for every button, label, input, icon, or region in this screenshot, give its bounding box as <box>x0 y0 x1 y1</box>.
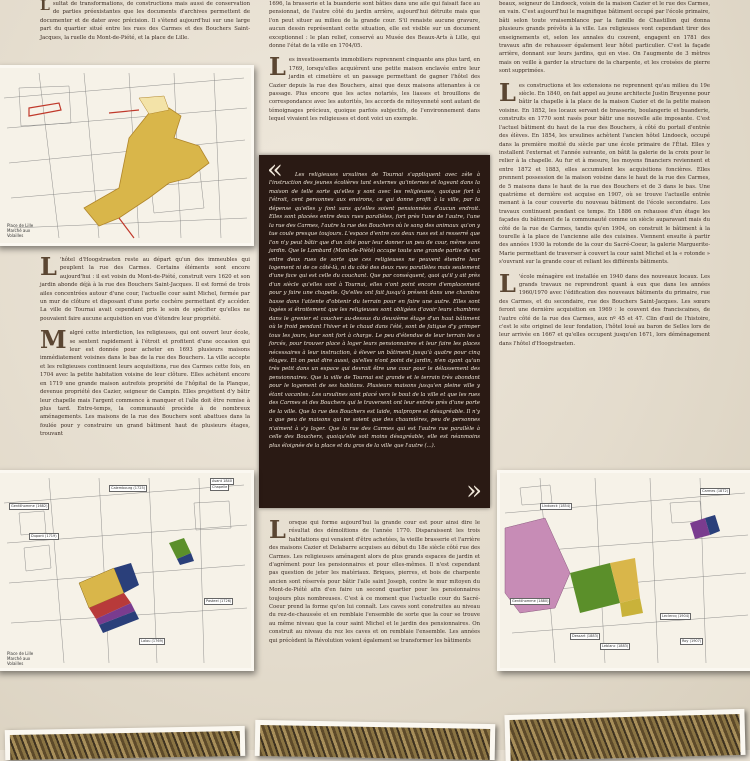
column1-top-text <box>40 0 250 48</box>
map-caption: Place de Lille Marché aux Volailles <box>7 651 34 666</box>
quote-text: Les religieuses ursulines de Tournai s'appliquent avec zèle à l'instruction des jeunes écolières tant externes qu'internes et logeant dans la maison de telle sorte qu'elles y sont avec les religieuses, quoique fort à l'étroit, cent personnes aux environs, ce qui donne profit à la ville, par la dépense qu'elles y font sans qu'elles soient pensionnées d'aucun endroit. Elles sont placées entre deux rues parallèles, fort près l'une de l'autre, l'une la rue des Carmes, l'autre la rue des Bouchers où le sang des animaux qu'on y tue coule presque toujours. L'espace d'entre ces deux rues est si resserré que l'on n'y peut bâtir que d'un côté pour leur donner un peu de cour, même sans jardin. Que le Lombard (Mont-de-Piété) occupe toute une grande partie de cet entre deux rues de sorte que ces religieuses ne peuvent étendre leur logement ni de ce côté-là, ni du côté des deux rues parallèles mais seulement d'une face qui est celle du couchant. Que par conséquent, quoi qu'il y ait près d'un siècle qu'elles sont à Tournai, elles n'ont point encore d'emplacement pour y faire une chapelle. Qu'elles ont fait jusqu'à présent dans une chambre basse dans l'attente d'obtenir du terrain pour en faire une autre. Elles sont logées si étroitement que les religieuses sont obligées d'avoir leurs chambres dans le grenier et coucher au-dessus du deuxième étage d'un haut bâtiment où le froid pendant l'hiver et le chaud dans l'été, sont de fatigue d'y grimper tous les jours, leur sont fort à charge. Le peu d'étendue de leur terrain les a forcés, pour trouver place à loger leurs pensionnaires et leur faire les places nécessaires à leur instruction, à élever un bâtiment jusqu'à quatre pour cinq étages. Et on peut dire aussi, qu'elles n'ont point de jardin, n'en ayant qu'un très petit dans un espace qui devrait être une cour pour le délassement des pensionnaires. Que la ville de Tournai est grande et le terrain très abondant pour le logement de ses habitans. Plusieurs maisons jusqu'en pleine ville y étant vacantes. Les ursulines sont placé vers le bout de la ville et que les rues des Carmes et des Bouchers qui le traversent ont leur entrée près d'une porte de la ville. Que la rue des Bouchers est laide, malpropre et désagréable. Il n'y a que peu de maisons qui ne soient que des chaumières, peu de personnes n'aiment à s'y loger. Que la rue des Carmes qui est l'autre rue parallèle à celle des Bouchers, quoiqu'elle soit moins désagréable, elle est néanmoins plus éloignée de la place et du gros de la ville que l'autre (...). <box>269 172 480 449</box>
paragraph: es investissements immobiliers reprennent cinquante ans plus tard, en 1769, lorsqu'elles acquièrent une petite maison enclavée entre leur jardin et cimetière et un passage permettant de gagner l'hôtel des Cazier depuis la rue des Bouchers, ainsi que deux maisons attenantes à ce passage. Plus encore que les actes notariés, les liasses et brouillons de correspondance avec les autorités, les accords de mitoyenneté sont autant de témoignages précieux, quoique parfois subjectifs, de l'environnement dans lequel vivaient les religieuses et dont voici un exemple. <box>269 57 480 123</box>
map-label: Lalou (1769) <box>141 639 164 643</box>
paragraph: es constructions et les extensions ne reprennent qu'au milieu du 19e siècle. En 1840, on fait appel au jeune architecte Justin Bruyenne pour bâtir la chapelle à la place de la maison Cazier et de la petite maison voisine. En 1852, les locaux servant de brasserie, boulangerie et buanderie, construits en 1770 sont rasés pour bâtir une nouvelle aile imposante. C'est l'actuel bâtiment du haut de la rue des Bouchers, à côté du portail d'entrée des élèves. En 1854, les ursulines achètent l'ancien hôtel Lindoeck, occupé dans la première moitié du siècle par une école primaire de l'État. Elles y installent l'externat et l'année suivante, on bâtit la galerie de la croix pour le relier à la chapelle. Au fur et à mesure, les moyens financiers reviennent et entre 1872 et 1883, elles accumulent les acquisitions foncières. Elles prennent possession de la maison voisine dans le haut de la rue des Carmes, de 5 maisons dans le haut de la rue des Bouchers et de 3 dans le bas. Une quatrième et dernière est acquise en 1907, où se trouve l'actuelle entrée menant à la cour couverte du nouveau bâtiment de l'école secondaire. Les travaux continuent pendant ce temps. En 1886 on rehausse d'un étage les façades du bâtiment de la communauté comme un siècle auparavant mais du côté de la rue de Carmes, tandis qu'en 1904, on construit le bâtiment à la tourelle à la place de l'ancienne aile des cuisines. Viennent ensuite à partir des années 1930 la rotonde de la cour du Sacré-Coeur, la galerie Marguerite-Marie permettant de traverser à couvert la cour saint Michel et la « rotonde » s'ouvrant sur la grande cour et reliant les différents bâtiments. <box>499 82 710 266</box>
open-quote-mark: « <box>267 155 283 185</box>
drop-cap: M <box>40 325 67 355</box>
map-label: Pasteel (1726) <box>206 599 232 603</box>
map-3 <box>497 470 750 671</box>
close-quote-mark: » <box>466 476 482 506</box>
map-2 <box>0 470 254 671</box>
map-caption: Place de Lille Marché aux Volailles <box>7 223 34 238</box>
drop-cap: L <box>269 52 286 82</box>
column3-text <box>499 0 710 354</box>
map-label: Roy (1907) <box>682 639 702 643</box>
map-label: Lindoeck (1854) <box>542 504 571 508</box>
photo-2 <box>255 720 496 760</box>
paragraph: orsque qui forme aujourd'hui la grande cour est pour ainsi dire le résultat des démolitions de l'année 1770. Disparaissent les trois habitations qui venaient d'être achetées, la vieille brasserie et l'arrière des maisons Cazier et Delabarre acquises au début du 18e siècle côté rue des Carmes. Les religieuses aménagent alors de plus grands espaces de jardin et d'agrément pour les pensionnaires et pour elles-mêmes. Il n'est cependant pas question de jeter les matériaux. Briques, pierres, et bois de charpente ancien sont réservés pour bâtir l'aile saint Joseph, contre le mur mitoyen du Mont-de-Piété afin d'en faire un second quartier pour les pensionnaires toujours plus nombreuses. C'est à ce moment que l'actuelle cour du Sacré-Coeur prend la forme qu'on lui connaît. Les caves sont construites au niveau du rez-de-chaussée et en remblaie l'ensemble de sorte que la cour se trouve au même niveau que la cour saint Michel et le jardin des pensionnaires. On construit au niveau du rez les caves et on remblaie l'ensemble. Les années qui précèdent la Révolution voient également se transformer les bâtiments <box>269 520 480 644</box>
photo-image <box>260 725 491 760</box>
map-1-drawing <box>0 68 251 243</box>
photo-image <box>10 731 240 760</box>
paragraph: algré cette interdiction, les religieuses, qui ont ouvert leur école, se sentent rapidement à l'étroit et profitent d'une occasion qui leur est donnée pour acheter en 1693 plusieurs maisons immédiatement voisines dans le bas de la rue des Bouchers. La ville accepte et les religieuses continuent leurs acquisitions, rue des Carmes cette fois, en 1704 avec la petite habitation voisine de leur clôture. Elles achètent encore en 1719 une grande maison autrefois propriété de l'hôpital de la Planque, devenue propriété des Cazier, seigneur de Campin. Elles projettent d'y bâtir leur chapelle mais l'argent commence à manquer et l'aîle doit être remise à plus tard. Entre-temps, la communauté procède à de nombreux aménagements. Les maisons de la rue des Bouchers sont abattues dans la foulée pour y construire un grand bâtiment haut de plusieurs étages, trouvant <box>40 330 250 438</box>
paragraph: beaux, seigneur de Lindoeck, voisin de la maison Cazier et le rue des Carmes, en vain. C'est aujourd'hui le magnifique bâtiment occupé par l'école primaire, bâti selon toute vraisemblance par la famille de Chastillon qui donna plusieurs grands prévôts à la ville. Les religieuses vont cependant tirer des enseignements et, selon les annales du couvent, engagent en 1781 des travaux afin de rehausser également leur hôtel particulier. C'est la façade arrière, donnant sur leurs jardins, qui en vise. On l'augmente de 3 mètres mais on veille à garder la structure de la charpente, et les croisées de pierre sont supprimées. <box>499 1 710 75</box>
map-label: Calembourg (1725) <box>111 486 146 490</box>
photo-1 <box>5 726 245 760</box>
map-label: Gentilhomme (1880) <box>512 599 549 603</box>
column2-bottom-text <box>269 515 480 651</box>
paragraph: 'hôtel d'Hoogstraeten reste au départ qu'un des immeubles qui peuplent la rue des Carmes. Certains éléments sont encore aujourd'hui : il est voisin du Mont-de-Piété, construit vers 1620 et son jardin abonde déjà à la rue des Bouchers Saint-Jacques. Il est formé de trois ailes concentrées autour d'une cour, l'actuelle cour saint Michel, fermée par un mur de clôture et disposant d'une porte cochère permettant d'y accéder. La ville de Tournai avait cependant pris le soin de spécifier qu'elles ne pouvaient faire aucune acquisition en vue d'étendre leur propriété. <box>40 257 250 322</box>
map-label: Dupont (1719) <box>31 534 57 538</box>
photo-image <box>510 714 741 761</box>
column1-mid-text <box>40 252 250 445</box>
map-label: Carmes (1872) <box>702 489 729 493</box>
map-label: Dessart (1883) <box>572 634 599 638</box>
paragraph: 'école ménagère est installée en 1940 dans des nouveaux locaux. Les grands travaux ne reprendront quant à eux que dans les années 1960/1970 avec l'édification des nouveaux bâtiments du primaire, rue des Carmes, et du secondaire, rue des Bouchers Saint-Jacques. Les sœurs feront une dernière acquisition en 1969 : le couvent des franciscaines, de l'autre côté de la rue des Carmes, aux nº 45 et 47. Clin d'œil de l'histoire, c'est le site originel de leur fondation, l'hôtel loué au baron de Selles lors de leur arrivée en 1667 et qu'elles occupent jusqu'en 1671, lors déménagement dans l'hôtel d'Hoogstraeten. <box>499 273 710 347</box>
drop-cap: L <box>269 515 286 544</box>
quote-box <box>259 155 490 508</box>
drop-cap: L <box>40 252 57 281</box>
paragraph: sultat de transformations, de constructions mais aussi de conservation de parties préexistantes que les documents d'archives permettent de documenter et de dater avec précision. Il s'étend aujourd'hui sur une large part du quartier situé entre les rues des Carmes et des Bouchers Saint-Jacques, la ruelle du Mont-de-Piété, et la place de Lille. <box>40 1 250 41</box>
drop-cap: L <box>499 268 516 298</box>
photo-3 <box>504 709 745 761</box>
map-3-drawing <box>500 473 750 668</box>
map-label: Leclercq (1904) <box>662 614 690 618</box>
map-label: Gentilhomme (1682) <box>11 504 48 508</box>
map-label: Leblanc (1883) <box>602 644 629 648</box>
drop-cap: L <box>499 77 516 107</box>
column2-top-text <box>269 0 480 130</box>
map-1 <box>0 65 254 246</box>
map-label: Avant 1840 <box>212 479 233 483</box>
drop-cap: L <box>40 0 50 14</box>
paragraph: 1696, la brasserie et la buanderie sont bâties dans une aile qui faisait face au pensionnat, de l'autre côté du jardin arrière, aujourd'hui détruite mais que l'on peut situer au milieu de la grande cour. S'il renaiste aucune gravure, aucun dessin représentant cette situation, elle est visible sur un document exceptionnel : le plan relief, conservé au Musée des Beaux-Arts à Lille, qui donne l'état de la ville en 1704/05. <box>269 1 480 50</box>
map-label: Chapelle <box>212 485 228 489</box>
